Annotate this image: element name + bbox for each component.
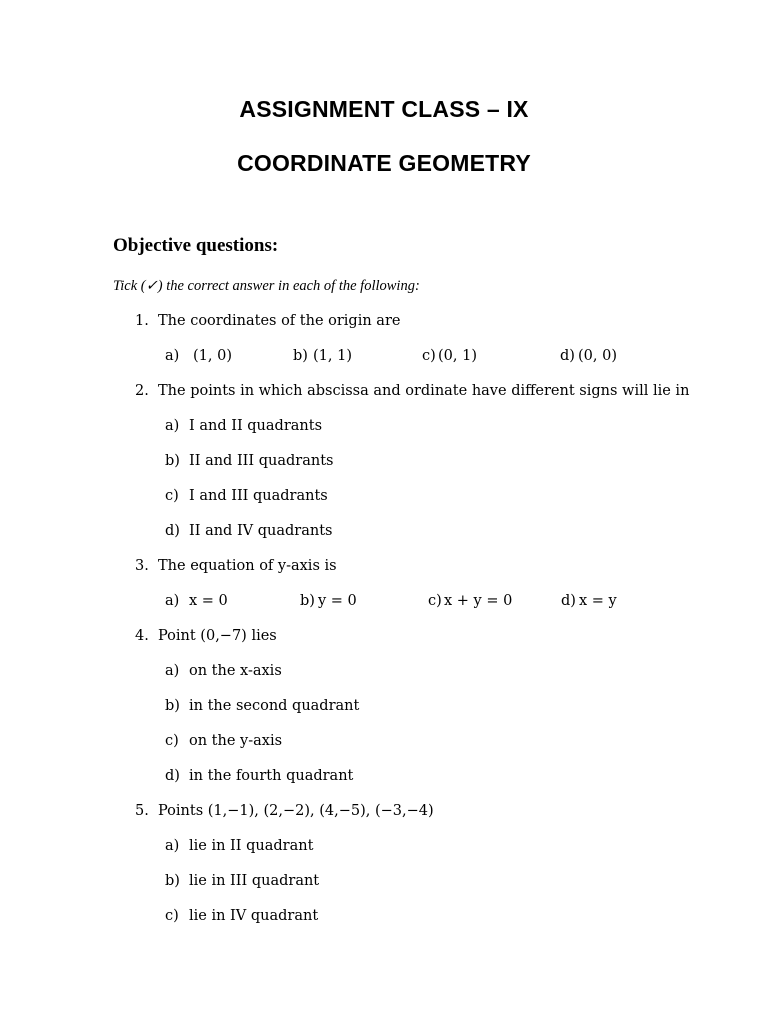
option-text: (1, 1) <box>313 348 352 364</box>
option-text: x = y <box>579 593 617 609</box>
question-text: Points (1,−1), (2,−2), (4,−5), (−3,−4) <box>158 803 434 819</box>
option-label: a) <box>165 838 180 854</box>
option-label: c) <box>165 733 179 749</box>
option-label: b) <box>165 453 180 469</box>
option-text: lie in II quadrant <box>189 838 314 854</box>
option-text: (0, 1) <box>438 348 477 364</box>
option-text: II and III quadrants <box>189 453 334 469</box>
option-label: c) <box>428 593 442 609</box>
option-text: lie in IV quadrant <box>189 908 319 924</box>
option-text: y = 0 <box>318 593 357 609</box>
section-heading: Objective questions: <box>113 235 279 256</box>
question-number: 3. <box>135 558 149 574</box>
instruction-text: Tick (✓) the correct answer in each of the following: <box>113 278 420 294</box>
option-label: b) <box>165 698 180 714</box>
option-text: II and IV quadrants <box>189 523 333 539</box>
question-number: 1. <box>135 313 149 329</box>
option-text: in the fourth quadrant <box>189 768 354 784</box>
option-label: a) <box>165 348 180 364</box>
option-text: (0, 0) <box>578 348 617 364</box>
option-label: b) <box>165 873 180 889</box>
option-text: x = 0 <box>189 593 228 609</box>
option-text: I and III quadrants <box>189 488 328 504</box>
option-label: c) <box>422 348 436 364</box>
option-label: a) <box>165 418 180 434</box>
option-text: I and II quadrants <box>189 418 323 434</box>
question-number: 4. <box>135 628 149 644</box>
option-label: a) <box>165 593 180 609</box>
question-text: Point (0,−7) lies <box>158 628 277 644</box>
question-number: 5. <box>135 803 149 819</box>
option-text: (1, 0) <box>193 348 232 364</box>
option-text: lie in III quadrant <box>189 873 320 889</box>
option-text: on the y-axis <box>189 733 283 749</box>
option-label: a) <box>165 663 180 679</box>
option-label: b) <box>300 593 315 609</box>
option-label: d) <box>165 768 180 784</box>
option-label: c) <box>165 908 179 924</box>
option-text: on the x-axis <box>189 663 282 679</box>
option-text: in the second quadrant <box>189 698 360 714</box>
question-text: The equation of y-axis is <box>158 558 337 574</box>
question-text: The coordinates of the origin are <box>158 313 401 329</box>
question-text: The points in which abscissa and ordinate have different signs will lie in <box>158 383 690 399</box>
title-line-2: COORDINATE GEOMETRY <box>237 150 531 176</box>
question-number: 2. <box>135 383 149 399</box>
option-label: d) <box>165 523 180 539</box>
option-label: b) <box>293 348 308 364</box>
option-label: c) <box>165 488 179 504</box>
title-line-1: ASSIGNMENT CLASS – IX <box>239 96 529 122</box>
option-label: d) <box>560 348 575 364</box>
option-label: d) <box>561 593 576 609</box>
option-text: x + y = 0 <box>444 593 513 609</box>
